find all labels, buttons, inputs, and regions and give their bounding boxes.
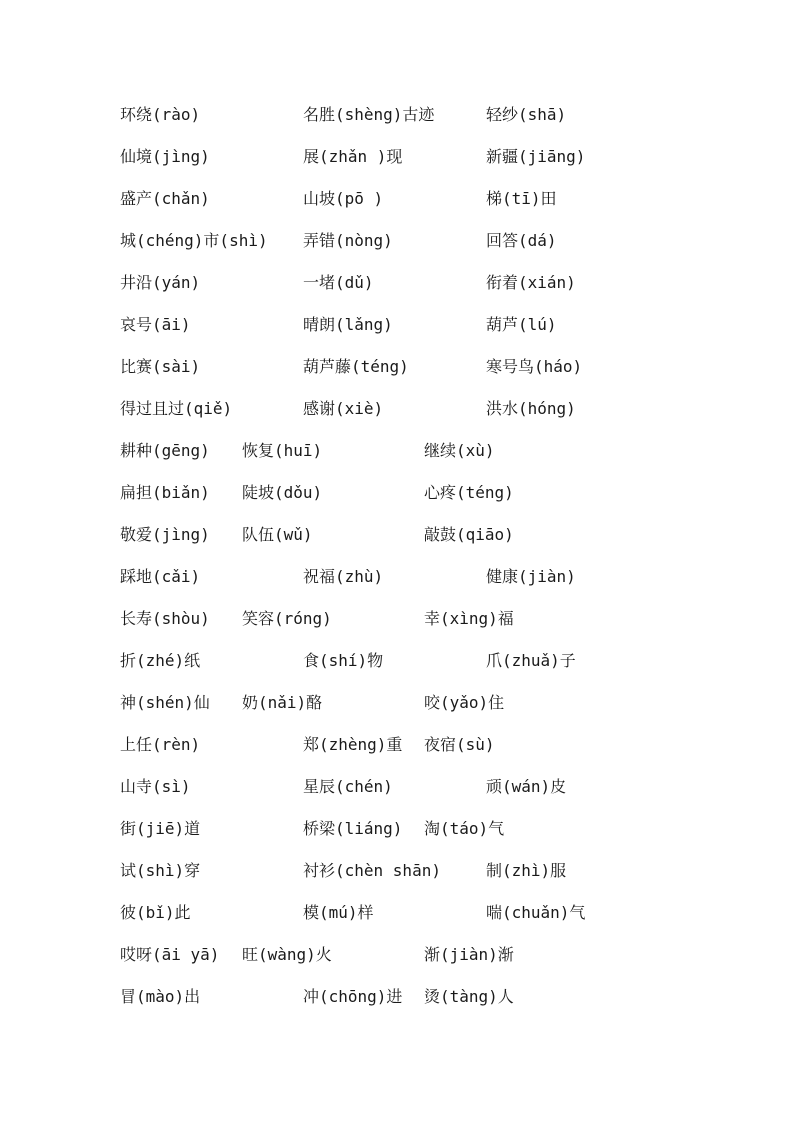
vocab-entry: 轻纱(shā) xyxy=(486,105,567,124)
vocab-entry: 神(shén)仙 xyxy=(120,693,210,712)
vocab-row xyxy=(0,730,793,760)
vocab-entry: 展(zhǎn )现 xyxy=(303,147,403,166)
vocab-entry: 葫芦藤(téng) xyxy=(303,357,409,376)
vocab-entry: 试(shì)穿 xyxy=(120,861,201,880)
vocab-entry: 郑(zhèng)重 xyxy=(303,735,403,754)
vocab-entry: 星辰(chén) xyxy=(303,777,393,796)
vocab-row xyxy=(0,184,793,214)
vocab-row xyxy=(0,310,793,340)
vocab-row xyxy=(0,856,793,886)
vocab-entry: 爪(zhuǎ)子 xyxy=(486,651,576,670)
vocab-entry: 寒号鸟(háo) xyxy=(486,357,583,376)
vocab-row xyxy=(0,646,793,676)
vocab-entry: 折(zhé)纸 xyxy=(120,651,201,670)
vocab-entry: 仙境(jìng) xyxy=(120,147,210,166)
vocab-entry: 井沿(yán) xyxy=(120,273,201,292)
vocab-row xyxy=(0,352,793,382)
vocab-entry: 食(shí)物 xyxy=(303,651,384,670)
vocab-entry: 冲(chōng)进 xyxy=(303,987,403,1006)
vocab-entry: 衔着(xián) xyxy=(486,273,576,292)
vocab-entry: 扁担(biǎn) xyxy=(120,483,210,502)
vocab-row xyxy=(0,604,793,634)
vocab-entry: 喘(chuǎn)气 xyxy=(486,903,586,922)
vocab-row xyxy=(0,814,793,844)
vocab-row xyxy=(0,142,793,172)
vocab-row xyxy=(0,520,793,550)
vocab-row xyxy=(0,436,793,466)
vocab-entry: 哀号(āi) xyxy=(120,315,191,334)
vocab-entry: 继续(xù) xyxy=(424,441,495,460)
vocab-entry: 咬(yǎo)住 xyxy=(424,693,505,712)
vocab-row xyxy=(0,100,793,130)
vocab-entry: 桥梁(liáng) xyxy=(303,819,403,838)
vocab-entry: 制(zhì)服 xyxy=(486,861,567,880)
vocab-entry: 名胜(shèng)古迹 xyxy=(303,105,435,124)
vocab-entry: 冒(mào)出 xyxy=(120,987,201,1006)
vocab-entry: 队伍(wǔ) xyxy=(242,525,313,544)
vocab-entry: 敬爱(jìng) xyxy=(120,525,210,544)
vocab-entry: 陡坡(dǒu) xyxy=(242,483,323,502)
vocab-row xyxy=(0,478,793,508)
vocab-entry: 比赛(sài) xyxy=(120,357,201,376)
vocab-row xyxy=(0,688,793,718)
vocab-entry: 街(jiē)道 xyxy=(120,819,201,838)
vocab-entry: 心疼(téng) xyxy=(424,483,514,502)
vocab-entry: 山坡(pō ) xyxy=(303,189,384,208)
vocab-row xyxy=(0,268,793,298)
vocab-entry: 耕种(gēng) xyxy=(120,441,210,460)
vocab-entry: 得过且过(qiě) xyxy=(120,399,233,418)
vocab-entry: 洪水(hóng) xyxy=(486,399,576,418)
vocab-row xyxy=(0,394,793,424)
vocab-entry: 笑容(róng) xyxy=(242,609,332,628)
vocab-entry: 晴朗(lǎng) xyxy=(303,315,393,334)
vocab-row xyxy=(0,562,793,592)
vocab-entry: 一堵(dǔ) xyxy=(303,273,374,292)
vocab-row xyxy=(0,226,793,256)
vocab-entry: 踩地(cǎi) xyxy=(120,567,201,586)
vocab-entry: 长寿(shòu) xyxy=(120,609,210,628)
vocab-entry: 淘(táo)气 xyxy=(424,819,505,838)
vocab-entry: 彼(bǐ)此 xyxy=(120,903,191,922)
vocab-row xyxy=(0,982,793,1012)
vocab-entry: 夜宿(sù) xyxy=(424,735,495,754)
vocab-entry: 上任(rèn) xyxy=(120,735,201,754)
vocab-entry: 盛产(chǎn) xyxy=(120,189,210,208)
vocab-entry: 回答(dá) xyxy=(486,231,557,250)
vocab-entry: 葫芦(lú) xyxy=(486,315,557,334)
vocab-entry: 模(mú)样 xyxy=(303,903,374,922)
vocab-entry: 感谢(xiè) xyxy=(303,399,384,418)
vocab-entry: 烫(tàng)人 xyxy=(424,987,514,1006)
vocab-entry: 祝福(zhù) xyxy=(303,567,384,586)
vocab-entry: 敲鼓(qiāo) xyxy=(424,525,514,544)
vocab-entry: 弄错(nòng) xyxy=(303,231,393,250)
vocab-entry: 山寺(sì) xyxy=(120,777,191,796)
vocab-entry: 顽(wán)皮 xyxy=(486,777,567,796)
vocab-entry: 环绕(rào) xyxy=(120,105,201,124)
vocab-row xyxy=(0,772,793,802)
vocab-entry: 新疆(jiāng) xyxy=(486,147,586,166)
vocab-entry: 衬衫(chèn shān) xyxy=(303,861,441,880)
vocab-entry: 健康(jiàn) xyxy=(486,567,576,586)
vocab-entry: 城(chéng)市(shì) xyxy=(120,231,268,250)
vocab-entry: 恢复(huī) xyxy=(242,441,323,460)
vocab-entry: 旺(wàng)火 xyxy=(242,945,332,964)
vocab-entry: 渐(jiàn)渐 xyxy=(424,945,514,964)
vocab-entry: 梯(tī)田 xyxy=(486,189,557,208)
vocab-row xyxy=(0,940,793,970)
vocab-entry: 幸(xìng)福 xyxy=(424,609,514,628)
vocab-row xyxy=(0,898,793,928)
vocab-entry: 哎呀(āi yā) xyxy=(120,945,220,964)
vocab-entry: 奶(nǎi)酪 xyxy=(242,693,323,712)
